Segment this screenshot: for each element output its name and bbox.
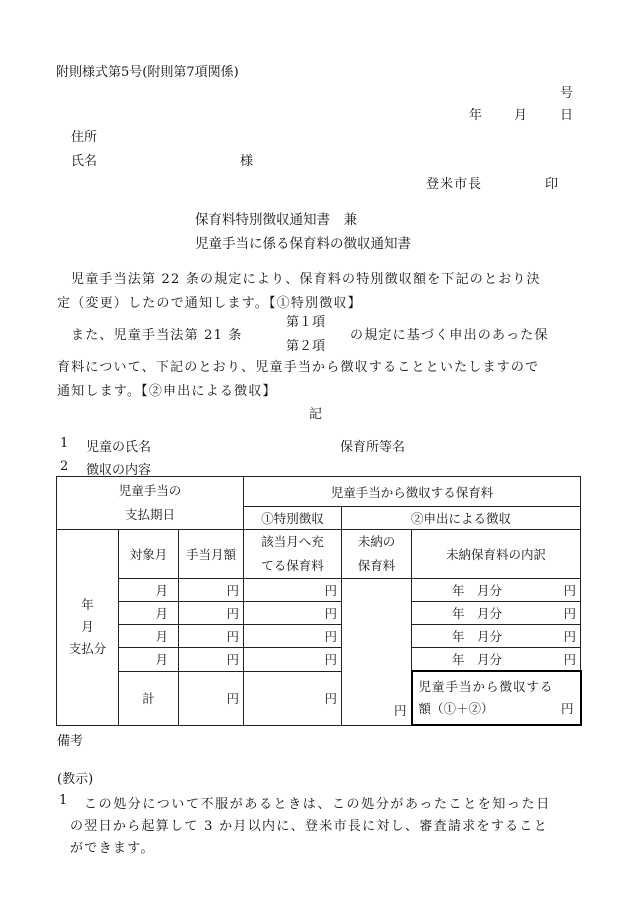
paragraph2-clause2: 第２項	[286, 339, 326, 354]
name-label: 氏名	[71, 154, 98, 169]
notice-line2: の翌日から起算して 3 か月以内に、登米市長に対し、審査請求をすること	[70, 819, 549, 834]
paragraph2-suffix: の規定に基づく申出のあった保	[350, 328, 549, 343]
sum-box: 児童手当から徴収する 額（①＋②） 円	[412, 671, 581, 725]
total-row	[57, 671, 581, 725]
number-label: 号	[560, 86, 574, 101]
total-label: 計	[119, 671, 179, 725]
document-title-line1: 保育料特別徴収通知書 兼	[195, 212, 357, 228]
honorific: 様	[240, 154, 254, 169]
address-label: 住所	[71, 130, 98, 145]
remarks-label: 備考	[57, 734, 84, 749]
seal: 印	[545, 177, 559, 192]
paragraph1-line2: 定（変更）したので通知します。【①特別徴収】	[57, 296, 362, 311]
paragraph1-line1: 児童手当法第 22 条の規定により、保育料の特別徴収額を下記のとおり決	[71, 272, 541, 287]
total-allowance: 円	[179, 671, 244, 725]
special-collection-header: ①特別徴収	[244, 507, 342, 530]
unpaid-fee-header: 未納の 保育料	[342, 530, 412, 579]
collection-table	[56, 476, 582, 726]
payment-period-header: 児童手当の 支払期日	[57, 477, 244, 530]
date-year: 年	[469, 108, 483, 123]
unpaid-total-cell: 円	[342, 579, 412, 726]
table-row: 月 円 円 円 年 月分 円	[57, 579, 581, 602]
item1-label: 児童の氏名	[86, 440, 152, 455]
form-title: 附則様式第5号(附則第7項関係)	[56, 65, 239, 80]
notice-label: (教示)	[57, 772, 94, 787]
notice-number: 1	[59, 793, 68, 808]
side-label: 年 月 支払分	[57, 530, 119, 726]
paragraph2-line2: 育料について、下記のとおり、児童手当から徴収することといたしますので	[57, 360, 540, 375]
applied-fee-header: 該当月へ充 てる保育料	[244, 530, 342, 579]
notice-line3: ができます。	[70, 841, 155, 856]
table-row: 月 円 円 年 月分 円	[57, 648, 581, 672]
allowance-header: 手当月額	[179, 530, 244, 579]
issuer: 登米市長	[426, 177, 483, 192]
total-applied: 円	[244, 671, 342, 725]
date-day: 日	[560, 108, 574, 123]
item2-label: 徴収の内容	[86, 463, 152, 478]
date-month: 月	[514, 108, 528, 123]
facility-label: 保育所等名	[340, 440, 406, 455]
collected-fee-header: 児童手当から徴収する保育料	[244, 477, 581, 507]
target-month-header: 対象月	[119, 530, 179, 579]
paragraph2-clause1: 第１項	[286, 315, 326, 330]
item2-number: 2	[60, 459, 69, 474]
table-row: 月 円 円 年 月分 円	[57, 602, 581, 625]
table-row: 月 円 円 年 月分 円	[57, 625, 581, 648]
request-collection-header: ②申出による徴収	[342, 507, 581, 530]
item1-number: 1	[60, 436, 69, 451]
paragraph2-line3: 通知します。【②申出による徴収】	[57, 384, 277, 399]
ki-label: 記	[309, 407, 323, 422]
notice-line1: この処分について不服があるときは、この処分があったことを知った日	[84, 797, 551, 812]
document-title-line2: 児童手当に係る保育料の徴収通知書	[195, 236, 411, 252]
breakdown-header: 未納保育料の内訳	[412, 530, 581, 579]
paragraph2-prefix: また、児童手当法第 21 条	[71, 328, 243, 343]
